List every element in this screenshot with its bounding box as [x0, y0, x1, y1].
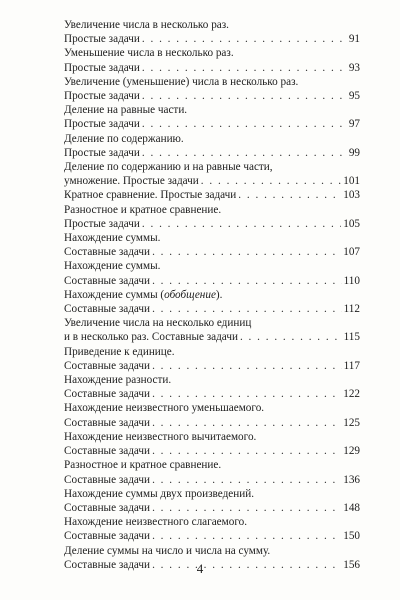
- toc-entry-text: Составные задачи: [64, 473, 151, 486]
- toc-heading: [64, 288, 222, 302]
- toc-entry-page: 103: [343, 189, 360, 202]
- toc-entry: [64, 188, 360, 202]
- toc-heading: Деление по содержанию и на равные части,: [64, 161, 273, 174]
- toc-entry: [64, 416, 360, 430]
- toc-entry-page: 95: [348, 90, 360, 103]
- toc-heading: Увеличение числа на несколько единиц: [64, 317, 252, 330]
- toc-entry-page: 117: [343, 359, 360, 372]
- toc-heading-line: [64, 401, 360, 415]
- toc-entry: [64, 61, 360, 75]
- dot-leader: [152, 416, 341, 430]
- table-of-contents: [64, 18, 360, 572]
- toc-heading-line: [64, 430, 360, 444]
- toc-entry-text: Простые задачи: [64, 118, 140, 131]
- toc-entry-page: 129: [343, 445, 360, 458]
- toc-entry-page: 107: [343, 246, 360, 259]
- toc-entry-page: 101: [343, 175, 360, 188]
- toc-heading-text: Нахождение суммы (: [64, 288, 165, 301]
- toc-entry-text: Составные задачи: [64, 558, 151, 571]
- toc-heading-line: [64, 46, 360, 60]
- toc-heading-line: [64, 316, 360, 330]
- dot-leader: [152, 245, 341, 259]
- page-number: 4: [196, 561, 204, 576]
- toc-heading-line: [64, 75, 360, 89]
- toc-entry: [64, 146, 360, 160]
- toc-entry-text: умножение. Простые задачи: [64, 175, 199, 188]
- toc-entry-text: Простые задачи: [64, 61, 140, 74]
- toc-entry-text: Кратное сравнение. Простые задачи: [64, 189, 237, 202]
- dot-leader: [152, 359, 342, 373]
- toc-entry: [64, 274, 360, 288]
- toc-heading: Приведение к единице.: [64, 345, 175, 358]
- toc-heading-line: [64, 345, 360, 359]
- toc-heading: Уменьшение числа в несколько раз.: [64, 47, 234, 60]
- toc-heading-line: [64, 487, 360, 501]
- toc-heading-line: [64, 259, 360, 273]
- toc-heading: Нахождение неизвестного уменьшаемого.: [64, 402, 265, 415]
- toc-entry-page: 136: [343, 473, 360, 486]
- toc-heading-line: [64, 515, 360, 529]
- toc-entry-page: 150: [343, 530, 360, 543]
- toc-entry-text: Составные задачи: [64, 359, 151, 372]
- toc-entry-text: Составные задачи: [64, 501, 151, 514]
- toc-entry-page: 125: [343, 416, 360, 429]
- toc-entry-text: Простые задачи: [64, 33, 140, 46]
- dot-leader: [152, 274, 342, 288]
- toc-heading-line: [64, 373, 360, 387]
- toc-heading-tail: ).: [215, 288, 223, 301]
- toc-entry: [64, 444, 360, 458]
- toc-entry-text: Составные задачи: [64, 445, 151, 458]
- toc-heading: Нахождение неизвестного вычитаемого.: [64, 430, 257, 443]
- dot-leader: [142, 89, 347, 103]
- toc-entry: [64, 359, 360, 373]
- dot-leader: [142, 32, 347, 46]
- toc-heading-line: [64, 132, 360, 146]
- toc-entry-page: 122: [343, 388, 360, 401]
- toc-entry-text: Составные задачи: [64, 530, 151, 543]
- dot-leader: [142, 117, 347, 131]
- toc-heading: Нахождение суммы.: [64, 260, 161, 273]
- toc-entry: [64, 501, 360, 515]
- toc-heading: Нахождение разности.: [64, 374, 172, 387]
- toc-entry-text: и в несколько раз. Составные задачи: [64, 331, 238, 344]
- toc-entry-text: Составные задачи: [64, 246, 151, 259]
- toc-heading: Деление на равные части.: [64, 104, 188, 117]
- toc-entry: [64, 473, 360, 487]
- toc-heading: Разностное и кратное сравнение.: [64, 203, 222, 216]
- toc-heading: Деление суммы на число и числа на сумму.: [64, 544, 271, 557]
- toc-entry-page: 110: [343, 274, 360, 287]
- toc-entry: [64, 217, 360, 231]
- toc-heading-line: [64, 458, 360, 472]
- toc-entry-page: 93: [348, 61, 360, 74]
- toc-heading: Разностное и кратное сравнение.: [64, 459, 222, 472]
- toc-entry: [64, 32, 360, 46]
- dot-leader: [142, 61, 347, 75]
- toc-heading-line: [64, 544, 360, 558]
- dot-leader: [152, 387, 341, 401]
- toc-entry-text: Составные задачи: [64, 274, 151, 287]
- toc-heading-line: [64, 288, 360, 302]
- toc-entry-page: 105: [343, 217, 360, 230]
- toc-entry-page: 91: [348, 33, 360, 46]
- toc-heading: Нахождение суммы двух произведений.: [64, 487, 254, 500]
- toc-entry-text: Составные задачи: [64, 303, 151, 316]
- dot-leader: [238, 188, 341, 202]
- toc-heading: Увеличение числа в несколько раз.: [64, 19, 229, 31]
- toc-entry-page: 97: [348, 118, 360, 131]
- dot-leader: [152, 302, 342, 316]
- toc-entry-page: 156: [343, 558, 360, 571]
- toc-entry-text: Составные задачи: [64, 416, 151, 429]
- toc-heading: Увеличение (уменьшение) числа в несколько раз.: [64, 75, 299, 88]
- toc-heading-line: [64, 231, 360, 245]
- toc-entry-text: Простые задачи: [64, 90, 140, 103]
- toc-entry: [64, 302, 360, 316]
- dot-leader: [142, 217, 341, 231]
- dot-leader: [240, 330, 342, 344]
- dot-leader: [152, 444, 341, 458]
- toc-heading: Деление по содержанию.: [64, 132, 184, 145]
- toc-entry-page: 112: [343, 303, 360, 316]
- toc-entry-text: Простые задачи: [64, 217, 140, 230]
- toc-entry: [64, 117, 360, 131]
- toc-entry-text: Простые задачи: [64, 146, 140, 159]
- toc-entry: [64, 330, 360, 344]
- toc-heading: Нахождение суммы.: [64, 232, 161, 245]
- dot-leader: [152, 529, 341, 543]
- toc-entry-page: 99: [348, 146, 360, 159]
- toc-entry-text: Составные задачи: [64, 388, 151, 401]
- toc-heading: Нахождение неизвестного слагаемого.: [64, 516, 248, 529]
- toc-heading-line: [64, 103, 360, 117]
- toc-heading-italic: обобщение: [164, 288, 216, 301]
- toc-entry: [64, 89, 360, 103]
- toc-entry: [64, 529, 360, 543]
- toc-entry: [64, 387, 360, 401]
- toc-heading-line: [64, 18, 360, 32]
- dot-leader: [201, 174, 341, 188]
- dot-leader: [152, 501, 341, 515]
- toc-heading-line: [64, 160, 360, 174]
- toc-heading-line: [64, 203, 360, 217]
- dot-leader: [152, 473, 341, 487]
- dot-leader: [142, 146, 347, 160]
- toc-entry-page: 115: [343, 331, 360, 344]
- toc-entry: [64, 174, 360, 188]
- toc-entry-page: 148: [343, 501, 360, 514]
- toc-entry: [64, 245, 360, 259]
